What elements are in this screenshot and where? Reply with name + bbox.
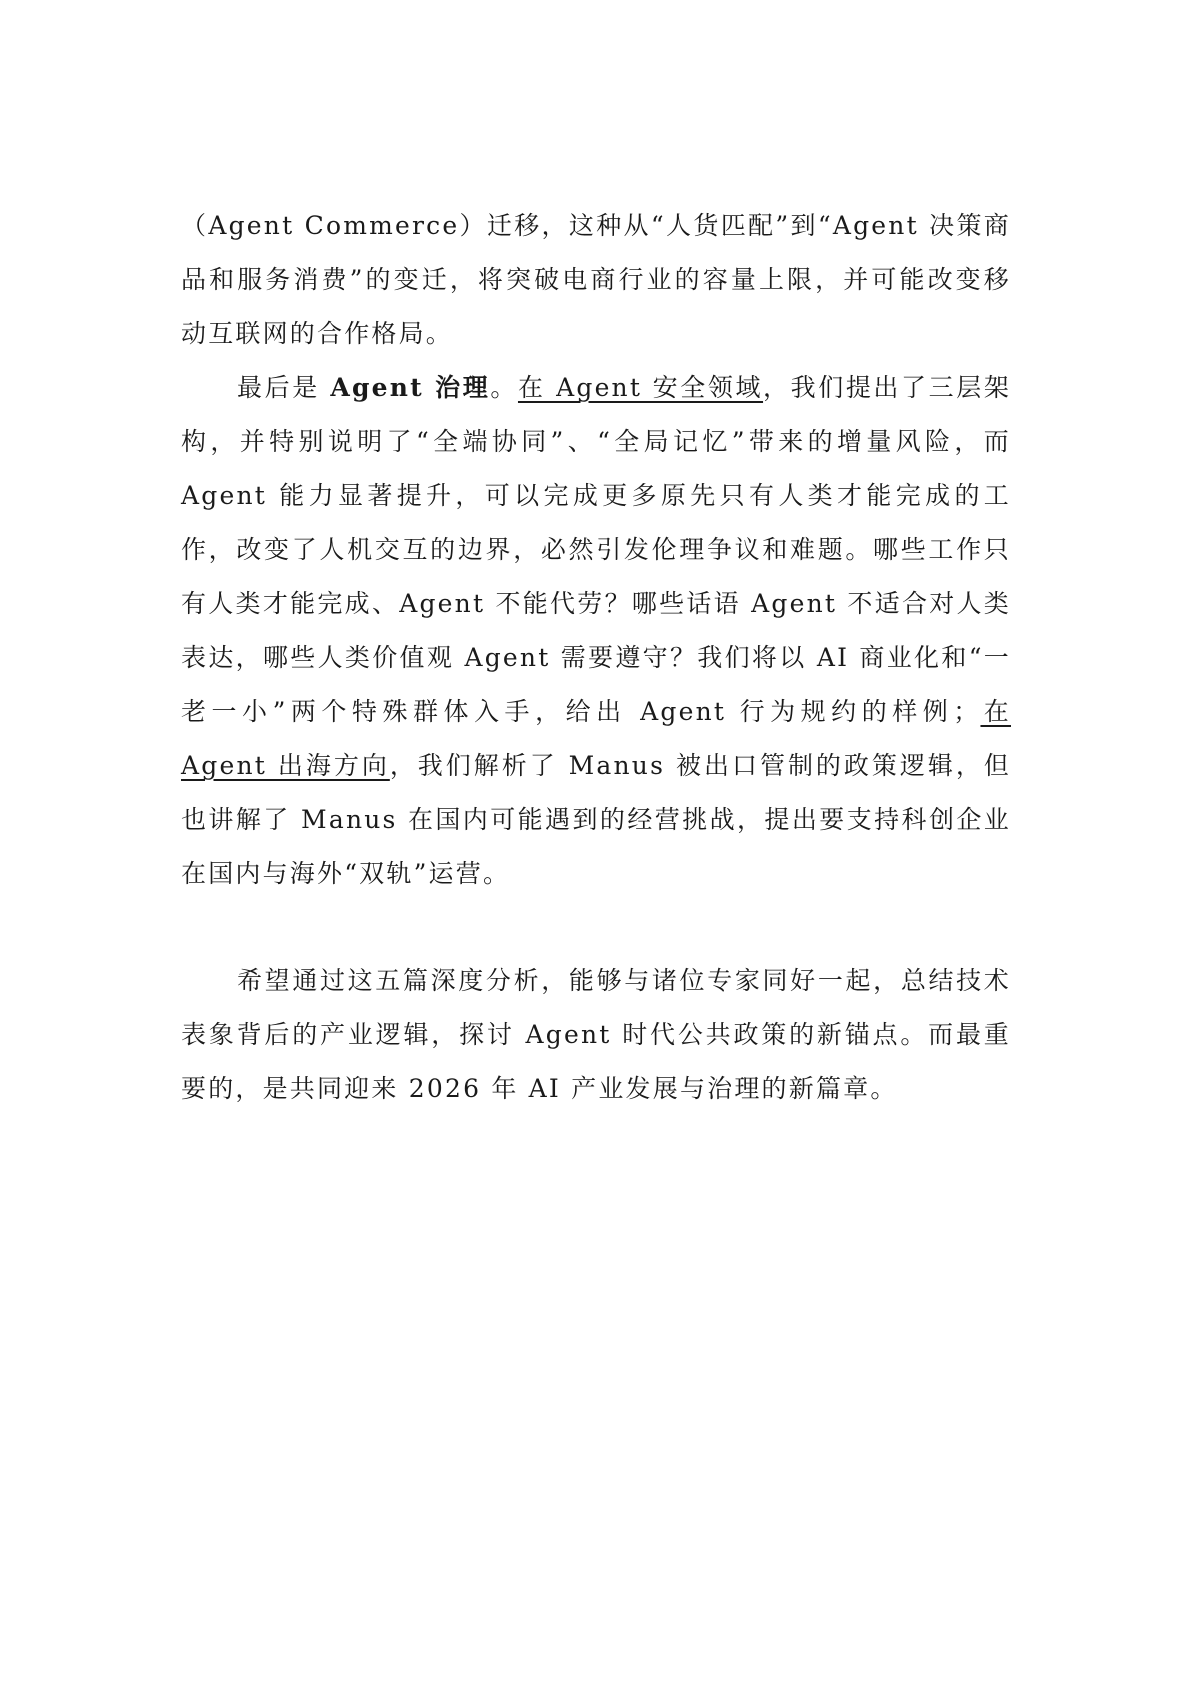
paragraph-agent-governance (181, 361, 1011, 901)
governance-heading-bold: Agent 治理 (330, 373, 491, 402)
agent-overseas-underlined: 在 Agent 出海方向 (181, 697, 1011, 780)
paragraph-agent-commerce: （Agent Commerce）迁移，这种从“人货匹配”到“Agent 决策商品和服务消费”的变迁，将突破电商行业的容量上限，并可能改变移动互联网的合作格局。 (181, 211, 1011, 348)
governance-heading-period: 。 (490, 373, 518, 402)
governance-lead-text: 最后是 (237, 373, 331, 402)
paragraph-conclusion: 希望通过这五篇深度分析，能够与诸位专家同好一起，总结技术表象背后的产业逻辑，探讨 Agent 时代公共政策的新锚点。而最重要的，是共同迎来 2026 年 AI 产业发展与治理的新篇章。 (181, 966, 1011, 1103)
governance-middle-text: ，我们提出了三层架构，并特别说明了“全端协同”、“全局记忆”带来的增量风险，而 Agent 能力显著提升，可以完成更多原先只有人类才能完成的工作，改变了人机交互的边界，必然引发伦理争议和难题。哪些工作只有人类才能完成、Agent 不能代劳？哪些话语 Agent 不适合对人类表达，哪些人类价值观 Agent 需要遵守？我们将以 AI 商业化和“一老一小”两个特殊群体入手，给出 Agent 行为规约的样例； (181, 373, 1012, 726)
paragraph-spacer (181, 901, 1011, 954)
agent-security-underlined: 在 Agent 安全领域 (517, 373, 764, 402)
governance-tail-text: ，我们解析了 Manus 被出口管制的政策逻辑，但也讲解了 Manus 在国内可能遇到的经营挑战，提出要支持科创企业在国内与海外“双轨”运营。 (181, 751, 1011, 888)
document-body (181, 199, 1011, 1116)
